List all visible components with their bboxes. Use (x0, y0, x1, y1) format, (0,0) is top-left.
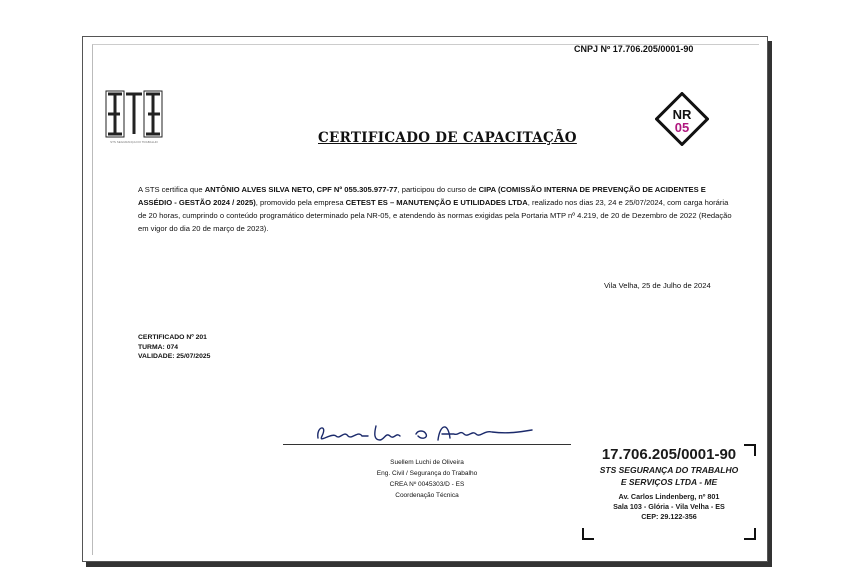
certificate-info (138, 333, 210, 362)
body-company-intro: , promovido pela empresa (255, 198, 346, 207)
stamp-company-name: STS SEGURANÇA DO TRABALHO (599, 465, 739, 475)
body-course-intro: , participou do curso de (397, 185, 479, 194)
header-cnpj: CNPJ Nº 17.706.205/0001-90 (574, 44, 694, 54)
certificate-body (138, 183, 738, 235)
signer-crea: CREA Nº 0045303/D - ES (389, 481, 465, 488)
certificate-class: TURMA: 074 (138, 343, 179, 351)
signer-block (340, 457, 514, 501)
stamp-cep: CEP: 29.122-356 (641, 512, 697, 521)
course-name: CIPA (COMISSÃO INTERNA DE PREVENÇÃO DE ACIDENTES E ASSÉDIO - GESTÃO 2024 / 2025) (138, 185, 706, 207)
certificate-validity: VALIDADE: 25/07/2025 (138, 353, 211, 360)
stamp-company-type: E SERVIÇOS LTDA - ME (620, 477, 718, 487)
signer-dept: Coordenação Técnica (395, 492, 459, 499)
participant-name: ANTÔNIO ALVES SILVA NETO, CPF Nº 055.305.977-77 (204, 185, 398, 194)
stamp-address: Av. Carlos Lindenberg, nº 801 (618, 492, 720, 501)
sts-logo-icon (104, 86, 164, 142)
signer-name: Suellem Luchi de Oliveira (390, 459, 464, 466)
signer-role: Eng. Civil / Segurança do Trabalho (376, 470, 478, 477)
certificate-number: CERTIFICADO Nº 201 (138, 334, 207, 341)
stamp-corner (744, 528, 756, 540)
company-name: CETEST ES – MANUTENÇÃO E UTILIDADES LTDA (345, 198, 528, 207)
certificate-title: CERTIFICADO DE CAPACITAÇÃO (318, 130, 577, 146)
signature-line (283, 444, 571, 445)
badge-top-text: NR (672, 107, 692, 122)
company-stamp (582, 444, 756, 540)
logo-caption: STS SEGURANÇA DO TRABALHO (110, 140, 158, 144)
body-details: , realizado nos dias 23, 24 e 25/07/2024, com carga horária de 20 horas, cumprindo o conteúdo programático determinado pela NR-05, e atendendo às normas exigidas pela Portaria MTP nº 4.219, de 20 de Dezembro de 2022 (Redação em vigor do dia 20 de março de 2023). (138, 198, 732, 233)
stamp-corner (582, 528, 594, 540)
stamp-cnpj: 17.706.205/0001-90 (601, 446, 737, 463)
body-intro: A STS certifica que (138, 185, 205, 194)
place-date: Vila Velha, 25 de Julho de 2024 (604, 281, 711, 290)
badge-bottom-text: 05 (674, 120, 690, 135)
stamp-address-suite: Sala 103 - Glória - Vila Velha - ES (613, 502, 725, 511)
nr05-badge-icon (655, 92, 709, 146)
